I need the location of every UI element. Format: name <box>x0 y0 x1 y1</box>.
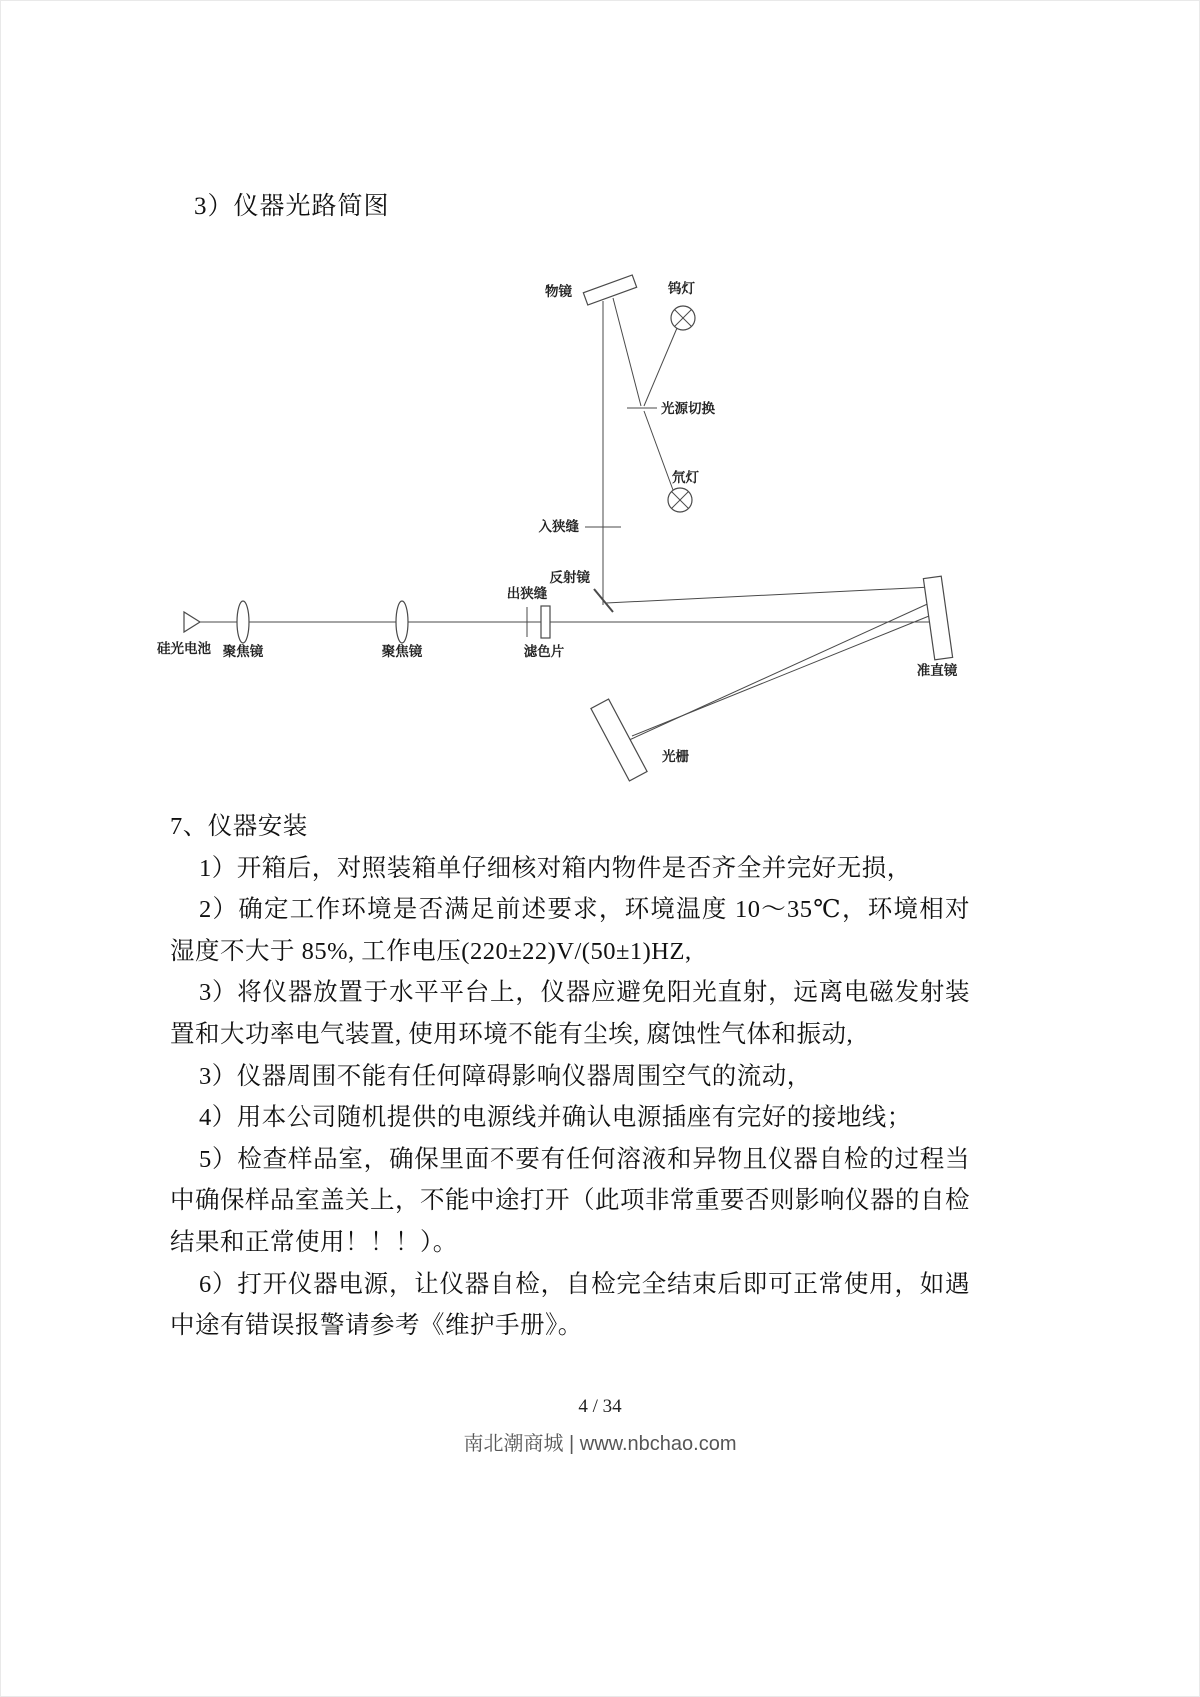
filter-plate <box>541 606 550 638</box>
deuterium-lamp-symbol <box>668 488 692 512</box>
label-silicon-cell: 硅光电池 <box>157 641 211 656</box>
beam-switch-to-deuterium <box>644 411 673 490</box>
installation-item-7: 6）打开仪器电源，让仪器自检，自检完全结束后即可正常使用，如遇中途有错误报警请参考《维护手册》。 <box>170 1270 970 1340</box>
objective-mirror <box>583 275 636 305</box>
installation-item-1: 1）开箱后，对照装箱单仔细核对箱内物件是否齐全并完好无损， <box>199 854 912 882</box>
label-exit-slit: 出狭缝 <box>506 586 548 601</box>
beam-tungsten-to-switch <box>644 328 677 406</box>
collimating-mirror <box>923 576 952 660</box>
label-collimator: 准直镜 <box>916 663 958 678</box>
installation-section <box>170 806 970 1347</box>
focus-lens-1-symbol <box>237 601 249 643</box>
beam-reflector-to-collimator <box>606 587 931 603</box>
installation-item-2: 2）确定工作环境是否满足前述要求，环境温度 10～35℃，环境相对湿度不大于 85%, 工作电压(220±22)V/(50±1)HZ, <box>170 896 970 965</box>
optical-path-svg <box>0 260 1200 820</box>
silicon-photocell-symbol <box>184 612 200 632</box>
label-deuterium-lamp: 氘灯 <box>672 470 699 485</box>
focus-lens-2-symbol <box>396 601 408 643</box>
label-source-switch: 光源切换 <box>661 401 715 416</box>
label-focus-lens-2: 聚焦镜 <box>381 644 423 659</box>
optical-path-diagram <box>0 260 1200 820</box>
footer-site-credit: 南北潮商城 | www.nbchao.com <box>463 1433 737 1455</box>
installation-item-3: 3）将仪器放置于水平平台上，仪器应避免阳光直射，远离电磁发射装置和大功率电气装置, 使用环境不能有尘埃, 腐蚀性气体和振动, <box>170 979 970 1048</box>
label-tungsten-lamp: 钨灯 <box>668 281 695 296</box>
label-reflector: 反射镜 <box>549 570 590 585</box>
beam-objective-to-switch <box>613 298 641 406</box>
grating-symbol <box>591 699 647 781</box>
section-title: 7、仪器安装 <box>170 813 308 840</box>
label-focus-lens-1: 聚焦镜 <box>222 644 264 659</box>
tungsten-lamp-symbol <box>671 306 695 330</box>
label-objective: 物镜 <box>545 284 572 299</box>
installation-item-6: 5）检查样品室，确保里面不要有任何溶液和异物且仪器自检的过程当中确保样品室盖关上，不能中途打开（此项非常重要否则影响仪器的自检结果和正常使用！！！）。 <box>170 1145 970 1256</box>
page-number: 4 / 34 <box>578 1396 622 1417</box>
installation-item-5: 4）用本公司随机提供的电源线并确认电源插座有完好的接地线； <box>199 1104 912 1132</box>
diagram-heading: 3）仪器光路简图 <box>194 193 390 220</box>
label-filter: 滤色片 <box>523 644 565 659</box>
label-entrance-slit: 入狭缝 <box>538 519 579 534</box>
label-grating: 光栅 <box>662 749 689 764</box>
beam-grating-to-collimator <box>632 614 934 736</box>
installation-item-4: 3）仪器周围不能有任何障碍影响仪器周围空气的流动， <box>199 1062 812 1090</box>
